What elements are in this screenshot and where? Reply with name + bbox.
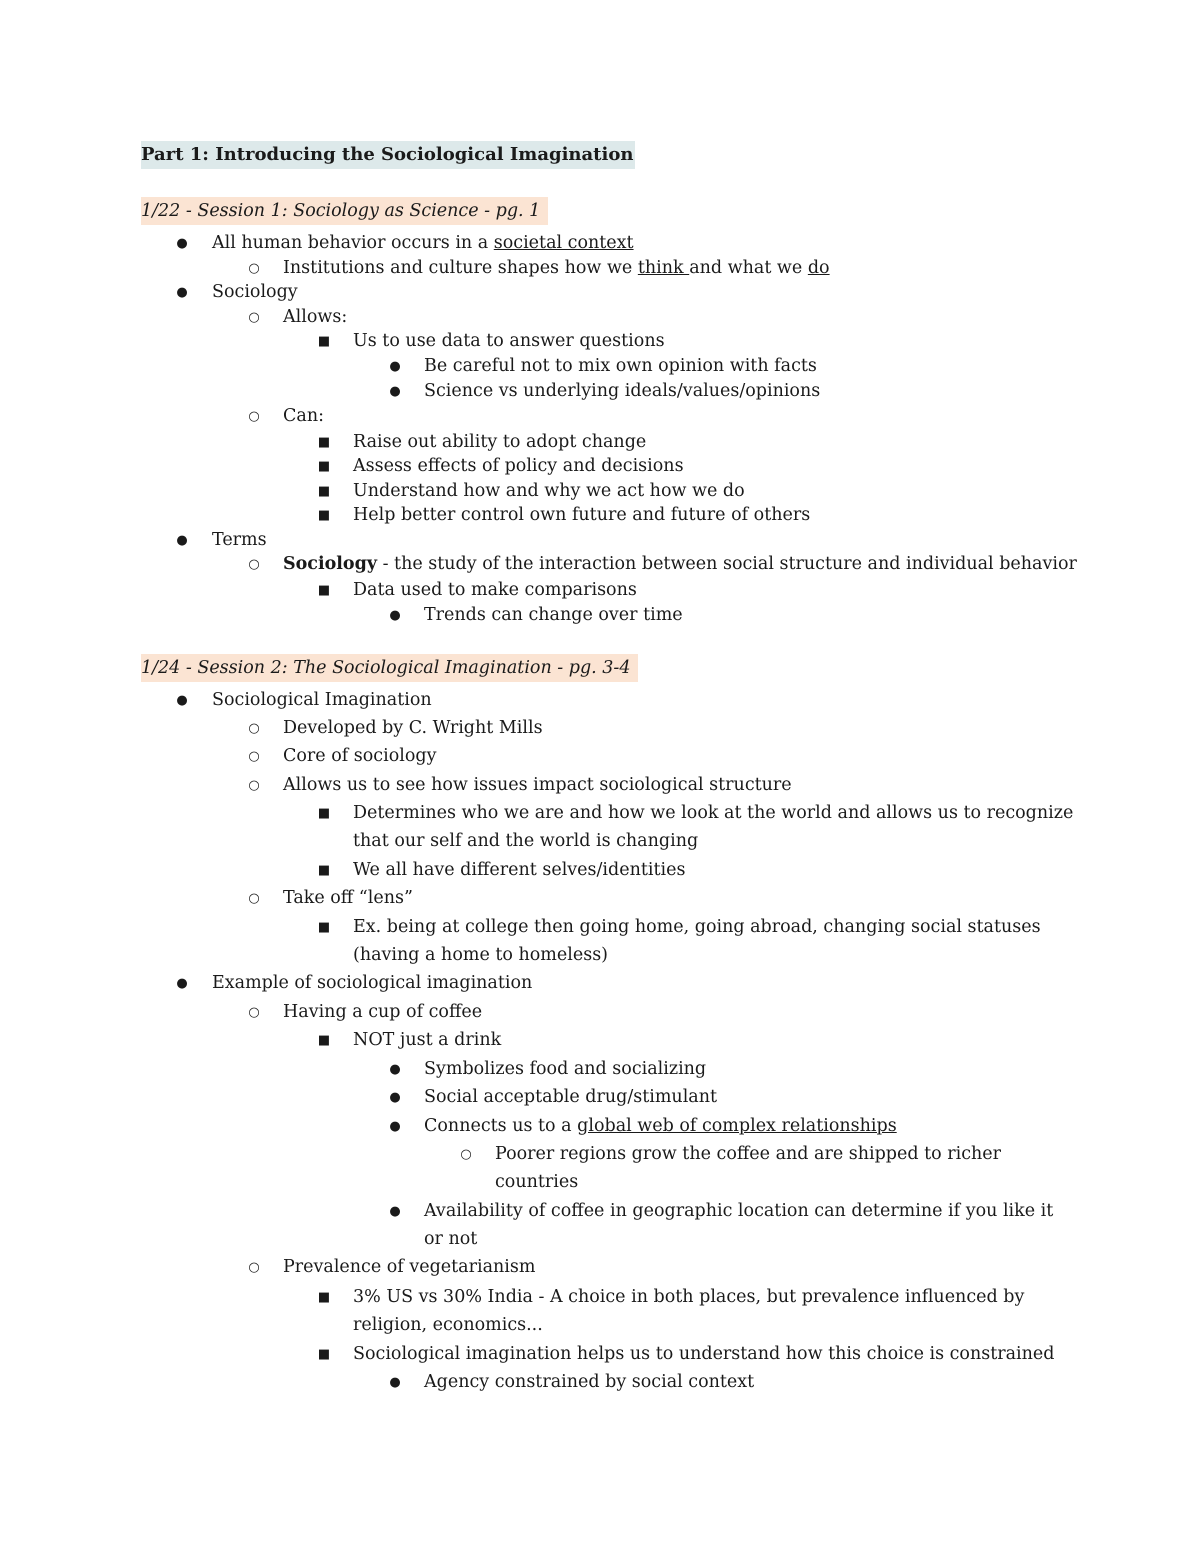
square-bullet-icon: ■ bbox=[317, 334, 331, 349]
square-bullet-icon: ■ bbox=[317, 508, 331, 523]
note-text: Sociological Imagination bbox=[212, 690, 432, 710]
disc-bullet-icon: ● bbox=[176, 693, 188, 708]
note-text: We all have different selves/identities bbox=[353, 860, 686, 880]
note-text: Developed by C. Wright Mills bbox=[283, 718, 543, 738]
disc-bullet-icon: ● bbox=[389, 1062, 401, 1077]
disc-bullet-icon: ● bbox=[389, 1090, 401, 1105]
note-text: and what we bbox=[689, 258, 808, 278]
square-bullet-icon: ■ bbox=[317, 920, 331, 935]
session-1-heading: 1/22 - Session 1: Sociology as Science - pg. 1 bbox=[141, 197, 548, 225]
note-text: Ex. being at college then going home, going abroad, changing social statuses bbox=[353, 917, 1041, 937]
circle-bullet-icon: ○ bbox=[248, 310, 260, 325]
note-text: Allows us to see how issues impact sociological structure bbox=[283, 775, 792, 795]
disc-bullet-icon: ● bbox=[389, 608, 401, 623]
square-bullet-icon: ■ bbox=[317, 1347, 331, 1362]
note-text: Understand how and why we act how we do bbox=[353, 481, 745, 501]
note-text: NOT just a drink bbox=[353, 1030, 502, 1050]
term-definition: - the study of the interaction between social structure and individual behavior bbox=[377, 554, 1077, 574]
disc-bullet-icon: ● bbox=[176, 533, 188, 548]
disc-bullet-icon: ● bbox=[389, 1204, 401, 1219]
note-text: Agency constrained by social context bbox=[424, 1372, 755, 1392]
note-text: Terms bbox=[212, 530, 267, 550]
square-bullet-icon: ■ bbox=[317, 583, 331, 598]
circle-bullet-icon: ○ bbox=[248, 891, 260, 906]
note-text: Data used to make comparisons bbox=[353, 580, 637, 600]
note-text: All human behavior occurs in a bbox=[212, 233, 494, 253]
square-bullet-icon: ■ bbox=[317, 459, 331, 474]
note-text: Sociology bbox=[212, 282, 298, 302]
circle-bullet-icon: ○ bbox=[248, 778, 260, 793]
disc-bullet-icon: ● bbox=[176, 285, 188, 300]
note-text: Core of sociology bbox=[283, 746, 437, 766]
square-bullet-icon: ■ bbox=[317, 435, 331, 450]
term-name: Sociology bbox=[283, 554, 378, 574]
page-title: Part 1: Introducing the Sociological Imagination bbox=[141, 141, 635, 169]
note-text: or not bbox=[424, 1229, 478, 1249]
circle-bullet-icon: ○ bbox=[248, 1260, 260, 1275]
note-text: Raise out ability to adopt change bbox=[353, 432, 647, 452]
note-text: Having a cup of coffee bbox=[283, 1002, 483, 1022]
disc-bullet-icon: ● bbox=[389, 359, 401, 374]
circle-bullet-icon: ○ bbox=[248, 1005, 260, 1020]
note-text: Availability of coffee in geographic location can determine if you like it bbox=[424, 1201, 1054, 1221]
circle-bullet-icon: ○ bbox=[248, 557, 260, 572]
circle-bullet-icon: ○ bbox=[248, 721, 260, 736]
note-text: Can: bbox=[283, 406, 324, 426]
square-bullet-icon: ■ bbox=[317, 1290, 331, 1305]
note-text: 3% US vs 30% India - A choice in both places, but prevalence influenced by bbox=[353, 1287, 1025, 1307]
session-2-heading: 1/24 - Session 2: The Sociological Imagination - pg. 3-4 bbox=[141, 654, 638, 682]
note-text: Social acceptable drug/stimulant bbox=[424, 1087, 718, 1107]
note-text: Prevalence of vegetarianism bbox=[283, 1257, 536, 1277]
note-text: Assess effects of policy and decisions bbox=[353, 456, 684, 476]
note-text: Trends can change over time bbox=[424, 605, 683, 625]
underlined-term: think bbox=[637, 258, 690, 278]
note-text: Connects us to a bbox=[424, 1116, 578, 1136]
note-text: Symbolizes food and socializing bbox=[424, 1059, 707, 1079]
underlined-term: do bbox=[807, 258, 830, 278]
note-text: Science vs underlying ideals/values/opinions bbox=[424, 381, 821, 401]
note-text: Take off “lens” bbox=[283, 888, 413, 908]
note-text: Poorer regions grow the coffee and are shipped to richer bbox=[495, 1144, 1002, 1164]
note-text: Allows: bbox=[283, 307, 348, 327]
circle-bullet-icon: ○ bbox=[248, 409, 260, 424]
disc-bullet-icon: ● bbox=[389, 384, 401, 399]
underlined-term: societal context bbox=[493, 233, 634, 253]
circle-bullet-icon: ○ bbox=[460, 1147, 472, 1162]
note-text: that our self and the world is changing bbox=[353, 831, 699, 851]
note-text: (having a home to homeless) bbox=[353, 945, 608, 965]
disc-bullet-icon: ● bbox=[176, 976, 188, 991]
note-text: Us to use data to answer questions bbox=[353, 331, 665, 351]
disc-bullet-icon: ● bbox=[176, 236, 188, 251]
disc-bullet-icon: ● bbox=[389, 1119, 401, 1134]
square-bullet-icon: ■ bbox=[317, 484, 331, 499]
disc-bullet-icon: ● bbox=[389, 1375, 401, 1390]
square-bullet-icon: ■ bbox=[317, 806, 331, 821]
circle-bullet-icon: ○ bbox=[248, 261, 260, 276]
note-text: Sociological imagination helps us to understand how this choice is constrained bbox=[353, 1344, 1055, 1364]
note-text: Be careful not to mix own opinion with facts bbox=[424, 356, 817, 376]
note-text: countries bbox=[495, 1172, 579, 1192]
underlined-term: global web of complex relationships bbox=[577, 1116, 897, 1136]
note-text: Institutions and culture shapes how we bbox=[283, 258, 638, 278]
circle-bullet-icon: ○ bbox=[248, 749, 260, 764]
note-text: religion, economics... bbox=[353, 1315, 543, 1335]
note-text: Example of sociological imagination bbox=[212, 973, 533, 993]
square-bullet-icon: ■ bbox=[317, 863, 331, 878]
note-text: Determines who we are and how we look at the world and allows us to recognize bbox=[353, 803, 1074, 823]
note-text: Help better control own future and future of others bbox=[353, 505, 811, 525]
square-bullet-icon: ■ bbox=[317, 1033, 331, 1048]
